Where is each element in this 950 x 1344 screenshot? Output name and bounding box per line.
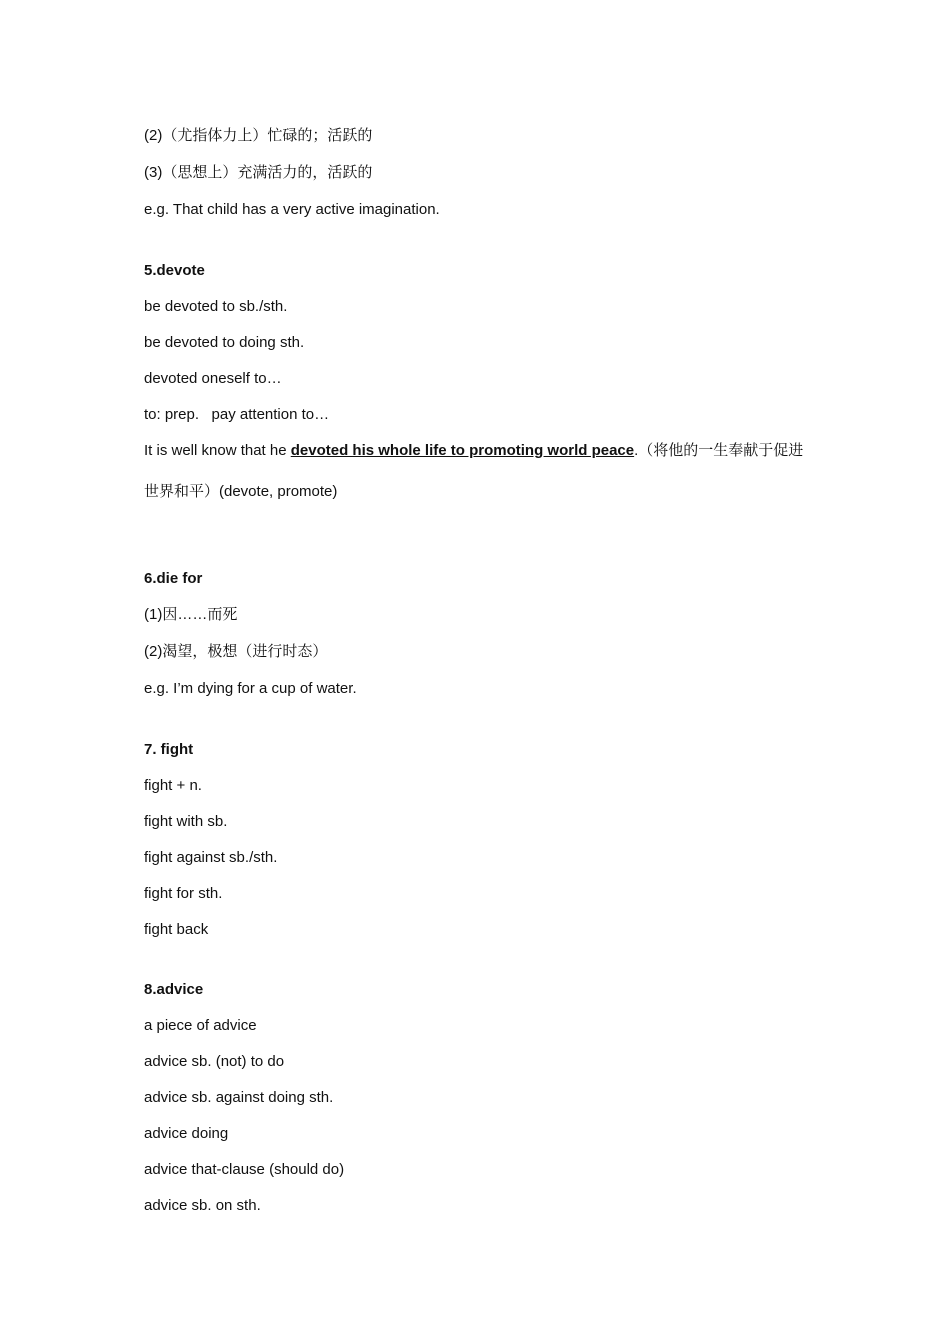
phrase-line: devoted oneself to… (144, 370, 282, 387)
example-line: e.g. That child has a very active imagination. (144, 201, 440, 218)
exercise-sentence (144, 430, 814, 512)
phrase-line: be devoted to sb./sth. (144, 298, 288, 315)
phrase-line: advice sb. against doing sth. (144, 1089, 334, 1106)
phrase-line: advice that-clause (should do) (144, 1161, 345, 1178)
phrase-line: advice sb. on sth. (144, 1197, 261, 1214)
phrase-line: fight with sb. (144, 813, 228, 830)
phrase-line: fight against sb./sth. (144, 849, 278, 866)
section-heading-die-for: 6.die for (144, 570, 203, 587)
phrase-line: fight + n. (144, 777, 202, 794)
example-line: e.g. I’m dying for a cup of water. (144, 680, 357, 697)
phrase-line: fight for sth. (144, 885, 223, 902)
sense-line: (1)因……而死 (144, 606, 238, 623)
section-heading-devote: 5.devote (144, 262, 205, 279)
phrase-line: to: prep. pay attention to… (144, 406, 330, 423)
sense-line: (3)（思想上）充满活力的，活跃的 (144, 164, 373, 181)
exercise-answer: devoted his whole life to promoting world peace (290, 442, 635, 459)
phrase-line: a piece of advice (144, 1017, 257, 1034)
sense-line: (2)（尤指体力上）忙碌的；活跃的 (144, 127, 373, 144)
phrase-line: be devoted to doing sth. (144, 334, 305, 351)
exercise-prefix: It is well know that he (144, 442, 291, 459)
phrase-line: fight back (144, 921, 209, 938)
sense-line: (2)渴望，极想（进行时态） (144, 643, 328, 660)
exercise-suffix: .（将他的一生奉献于促进世界和平）(devote, promote) (144, 442, 804, 500)
section-heading-fight: 7. fight (144, 741, 194, 758)
phrase-line: advice sb. (not) to do (144, 1053, 285, 1070)
phrase-line: advice doing (144, 1125, 229, 1142)
section-heading-advice: 8.advice (144, 981, 204, 998)
